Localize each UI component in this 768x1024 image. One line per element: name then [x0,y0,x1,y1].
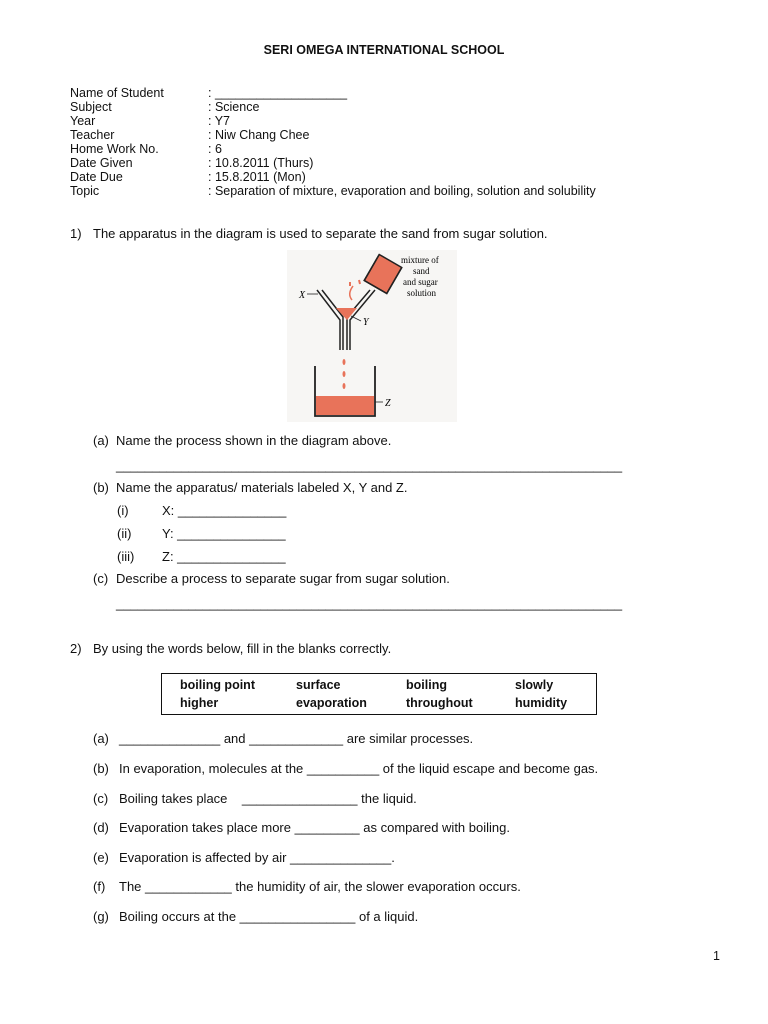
q2b-text: In evaporation, molecules at the __________ of the liquid escape and become gas. [119,761,599,776]
q1b-i-roman: (i) [117,503,129,518]
q1b-iii-label: Z: _______________ [162,549,286,564]
q2b-letter: (b) [93,761,109,776]
label-mixture-line4: solution [407,288,437,298]
q2f-text: The ____________ the humidity of air, the slower evaporation occurs. [119,879,521,894]
info-value: : Niw Chang Chee [208,128,310,142]
q1b-letter: (b) [93,480,109,495]
q2a-letter: (a) [93,731,109,746]
info-label: Year [70,114,96,128]
info-label: Date Given [70,156,133,170]
q2a-text: ______________ and _____________ are similar processes. [119,731,474,746]
word-bank-box [161,673,597,715]
q2e-letter: (e) [93,850,109,865]
info-label: Teacher [70,128,115,142]
q1b-ii-roman: (ii) [117,526,132,541]
info-label: Topic [70,184,100,198]
q1b-iii-roman: (iii) [117,549,135,564]
info-label: Subject [70,100,112,114]
info-value: : 15.8.2011 (Mon) [208,170,306,184]
q1a-letter: (a) [93,433,109,448]
word-bank-item: higher [180,696,219,710]
label-y: Y [363,317,369,328]
q2-text: By using the words below, fill in the blanks correctly. [93,641,392,656]
q2d-text: Evaporation takes place more _________ as compared with boiling. [119,820,510,835]
word-bank-item: evaporation [296,696,367,710]
info-label: Name of Student [70,86,164,100]
word-bank-item: throughout [406,696,473,710]
label-mixture-line3: and sugar [403,277,438,287]
q2e-text: Evaporation is affected by air ______________. [119,850,395,865]
q1b-text: Name the apparatus/ materials labeled X, Y and Z. [116,480,408,495]
q1c-letter: (c) [93,571,109,586]
q2c-letter: (c) [93,791,109,806]
info-value: : 6 [208,142,222,156]
q2-number: 2) [70,641,82,656]
label-x: X [299,290,306,301]
school-title: SERI OMEGA INTERNATIONAL SCHOOL [263,43,505,57]
q2f-letter: (f) [93,879,106,894]
info-label: Home Work No. [70,142,159,156]
info-value: : ___________________ [208,86,348,100]
q1a-text: Name the process shown in the diagram above. [116,433,392,448]
q1c-answer-line: ______________________________________________________________________ [116,596,623,611]
info-value: : Science [208,100,260,114]
filtration-illustration [287,250,457,422]
word-bank-item: surface [296,678,341,692]
word-bank-item: boiling point [180,678,255,692]
word-bank-item: humidity [515,696,568,710]
q2g-letter: (g) [93,909,109,924]
word-bank-item: boiling [406,678,447,692]
page-number: 1 [713,949,720,963]
info-value: : 10.8.2011 (Thurs) [208,156,314,170]
label-z: Z [385,398,391,409]
q1b-i-label: X: _______________ [162,503,287,518]
info-label: Date Due [70,170,123,184]
word-bank-item: slowly [515,678,554,692]
q1-number: 1) [70,226,82,241]
q2g-text: Boiling occurs at the ________________ of a liquid. [119,909,419,924]
info-value: : Separation of mixture, evaporation and boiling, solution and solubility [208,184,596,198]
q1b-ii-label: Y: _______________ [162,526,286,541]
q2d-letter: (d) [93,820,109,835]
q1c-text: Describe a process to separate sugar from sugar solution. [116,571,450,586]
q1a-answer-line: ______________________________________________________________________ [116,458,623,473]
q1-text: The apparatus in the diagram is used to separate the sand from sugar solution. [93,226,548,241]
q2c-text: Boiling takes place ________________ the liquid. [119,791,417,806]
label-mixture-line2: sand [413,266,430,276]
label-mixture-line1: mixture of [401,255,439,265]
info-value: : Y7 [208,114,231,128]
filtration-diagram [287,250,457,422]
